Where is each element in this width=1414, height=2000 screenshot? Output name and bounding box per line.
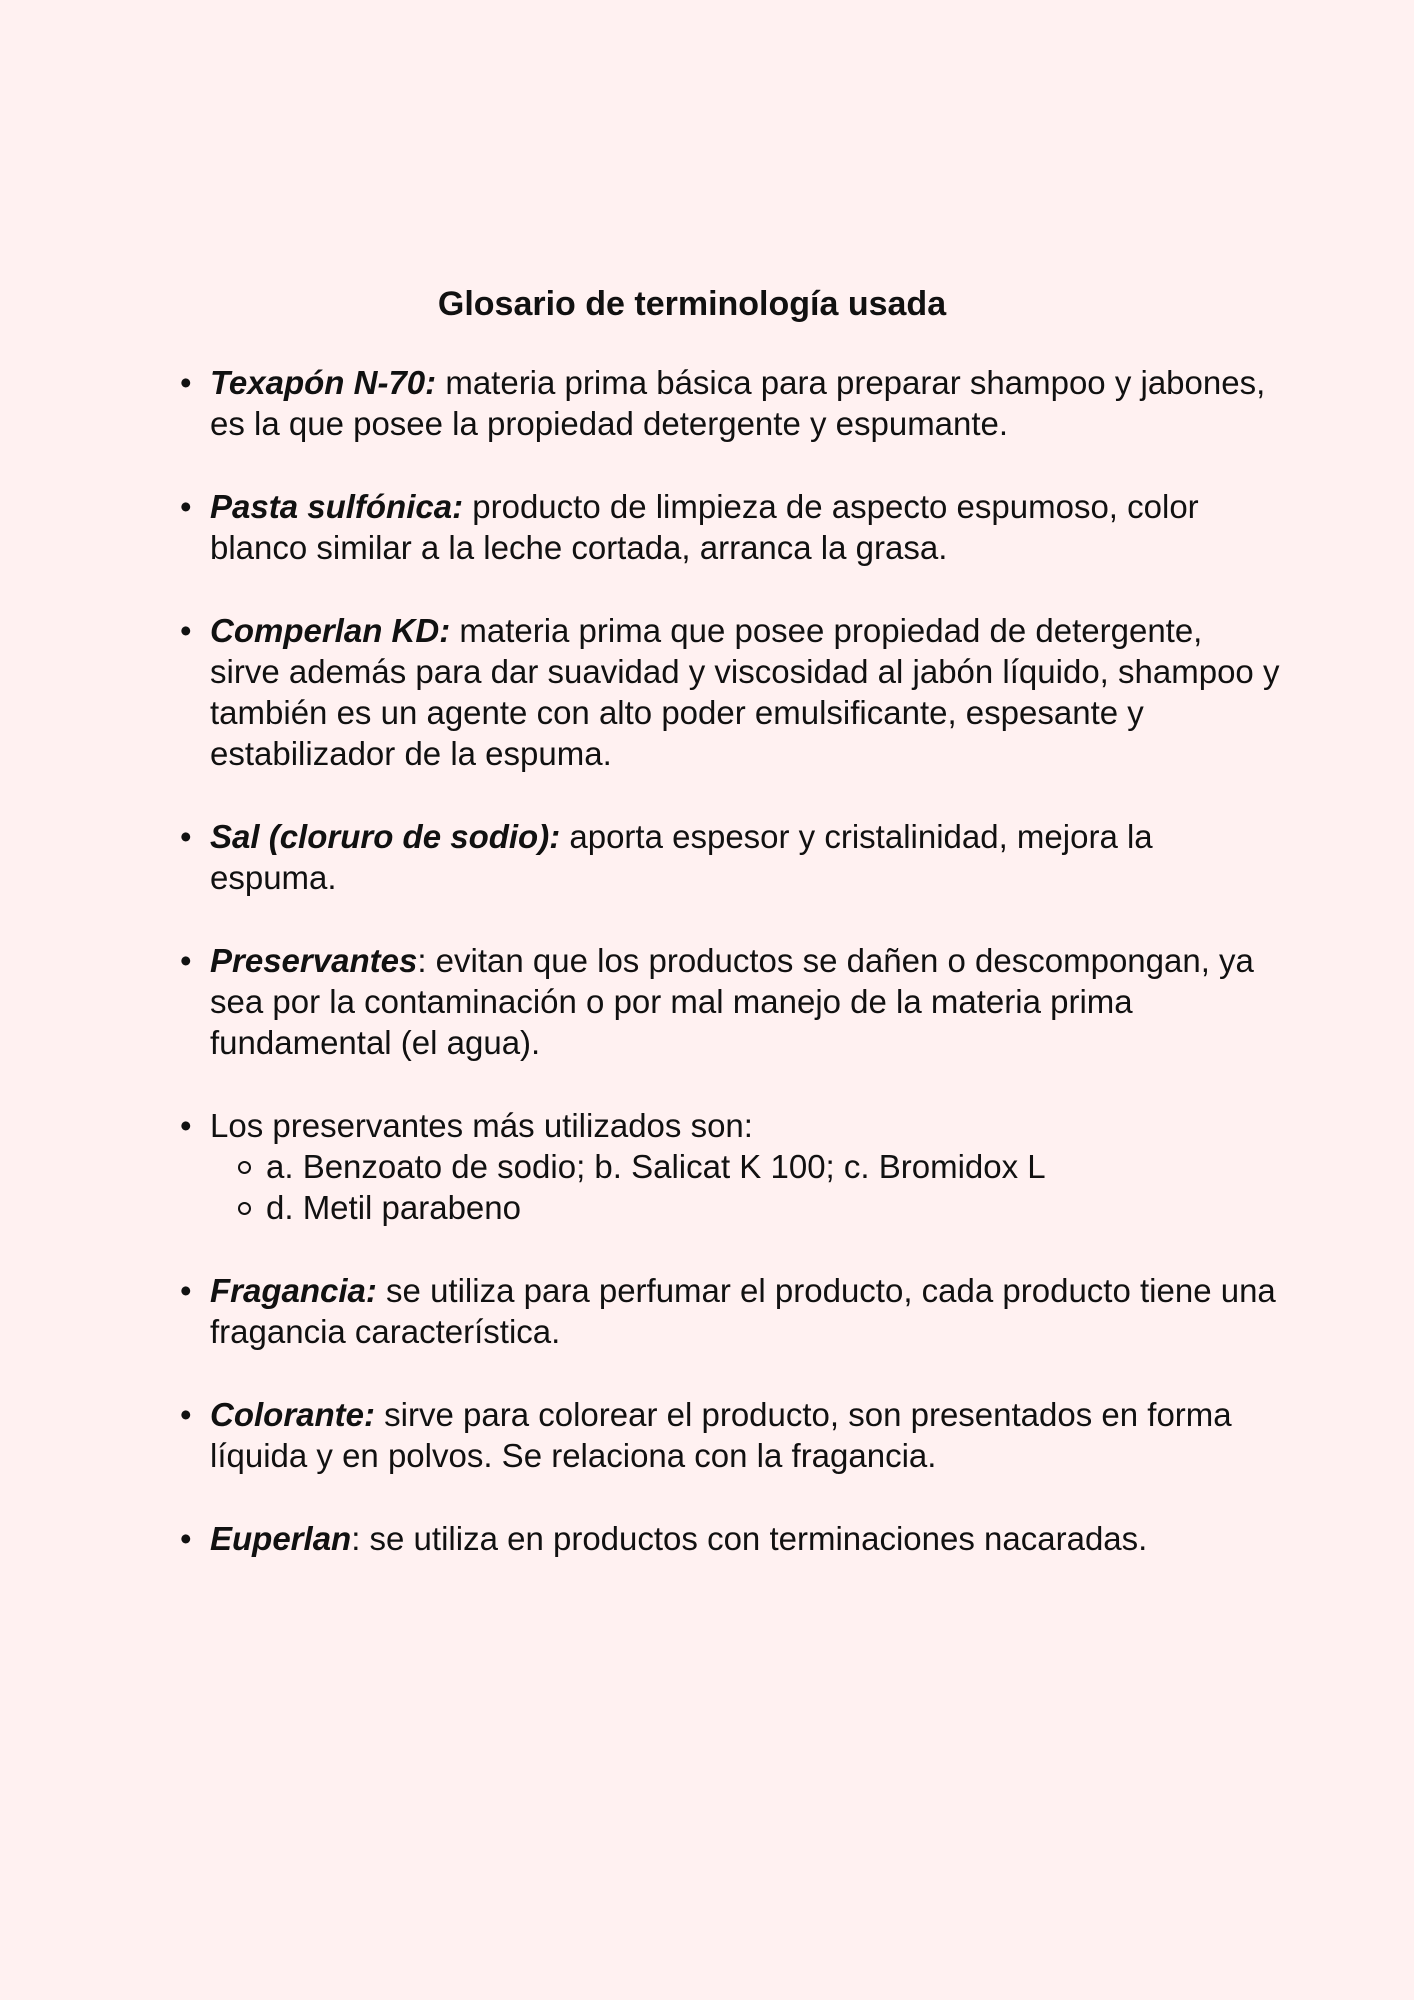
glossary-item-fragancia [210,1270,1280,1352]
definition: : evitan que los productos se dañen o descompongan, ya sea por la contaminación o por mal manejo de la materia prima fundamental (el agua). [210,942,1254,1061]
term: Fragancia: [210,1272,377,1309]
term: Pasta sulfónica: [210,488,464,525]
sub-item: d. Metil parabeno [266,1187,1280,1228]
definition: materia prima que posee propiedad de detergente, sirve además para dar suavidad y viscosidad al jabón líquido, shampoo y también es un agente con alto poder emulsificante, espesante y estabilizador de la espuma. [210,612,1280,772]
definition: Los preservantes más utilizados son: [210,1107,753,1144]
definition: aporta espesor y cristalinidad, mejora la espuma. [210,818,1153,896]
term: Euperlan [210,1520,352,1557]
glossary-item-colorante [210,1394,1280,1476]
term: Texapón N-70: [210,364,437,401]
definition: se utiliza para perfumar el producto, cada producto tiene una fragancia característica. [210,1272,1276,1350]
glossary-item-texapon [210,362,1280,444]
glossary-item-preservantes-list [210,1105,1280,1228]
definition: materia prima básica para preparar shampoo y jabones, es la que posee la propiedad detergente y espumante. [210,364,1266,442]
term: Comperlan KD: [210,612,451,649]
glossary-item-preservantes [210,940,1280,1063]
sub-item: a. Benzoato de sodio; b. Salicat K 100; c. Bromidox L [266,1146,1280,1187]
term: Preservantes [210,942,418,979]
glossary-item-sal [210,816,1280,898]
definition: sirve para colorear el producto, son presentados en forma líquida y en polvos. Se relaciona con la fragancia. [210,1396,1232,1474]
definition: : se utiliza en productos con terminaciones nacaradas. [351,1520,1148,1557]
term: Sal (cloruro de sodio): [210,818,561,855]
definition: producto de limpieza de aspecto espumoso, color blanco similar a la leche cortada, arranca la grasa. [210,488,1199,566]
glossary-item-comperlan [210,610,1280,774]
page-title: Glosario de terminología usada [437,285,947,323]
glossary-item-pasta-sulfonica [210,486,1280,568]
term: Colorante: [210,1396,375,1433]
glossary-list [210,362,1280,1601]
glossary-item-euperlan [210,1518,1280,1559]
preservantes-sublist [210,1146,1280,1228]
